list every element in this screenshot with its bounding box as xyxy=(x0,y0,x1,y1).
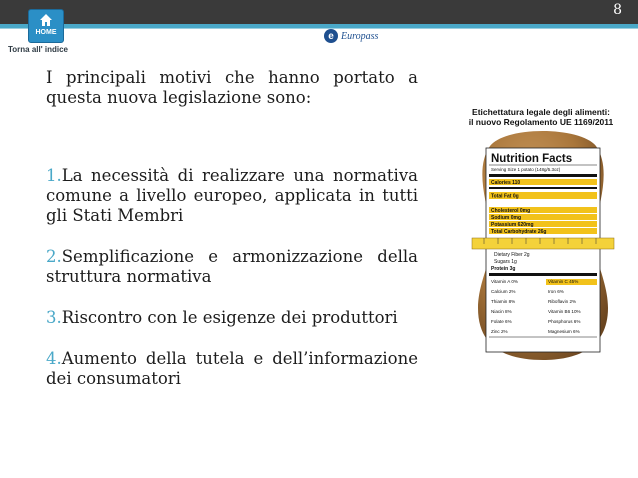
svg-text:Calories 110: Calories 110 xyxy=(491,180,521,186)
vitamin-text: Vitamin C 45% xyxy=(548,279,579,284)
vitamin-text: Folate 6% xyxy=(491,319,512,324)
vitamin-text: Thiamin 8% xyxy=(491,299,516,304)
intro-text: I principali motivi che hanno portato a questa nuova legislazione sono: xyxy=(46,68,418,107)
top-bar xyxy=(0,0,638,24)
measuring-tape xyxy=(472,238,614,249)
svg-text:Total Carbohydrate 26g: Total Carbohydrate 26g xyxy=(491,229,547,235)
vitamin-text: Zinc 2% xyxy=(491,329,508,334)
svg-text:Cholesterol 0mg: Cholesterol 0mg xyxy=(491,208,531,214)
protein-text: Protein 3g xyxy=(491,266,516,272)
fiber-text: Dietary Fiber 2g xyxy=(494,252,530,258)
vitamin-text: Vitamin A 0% xyxy=(491,279,518,284)
vitamin-text: Calcium 2% xyxy=(491,289,516,294)
list-item: 3.Riscontro con le esigenze dei produttori xyxy=(46,308,398,327)
home-label: HOME xyxy=(35,29,57,36)
label-title: Nutrition Facts xyxy=(491,153,573,165)
sugars-text: Sugars 1g xyxy=(494,259,517,265)
vitamin-text: Vitamin B6 10% xyxy=(548,309,581,314)
vitamin-text: Magnesium 6% xyxy=(548,329,580,334)
slide-content xyxy=(46,68,418,410)
svg-text:Potassium 620mg: Potassium 620mg xyxy=(491,222,534,228)
page-number: 8 xyxy=(613,2,622,18)
europass-logo-mark: e xyxy=(324,29,338,43)
europass-logo-text: Europass xyxy=(341,30,379,42)
potato-nutrition-image xyxy=(470,128,616,360)
label-serving: Serving Size 1 potato (148g/5.3oz) xyxy=(491,167,561,172)
top-bar-divider xyxy=(0,28,638,29)
vitamin-text: Riboflavin 2% xyxy=(548,299,577,304)
vitamin-text: Niacin 8% xyxy=(491,309,512,314)
home-icon xyxy=(39,13,53,27)
svg-text:Sodium 0mg: Sodium 0mg xyxy=(491,215,522,221)
home-button[interactable] xyxy=(28,9,64,43)
back-to-index-link[interactable]: Torna all' indice xyxy=(8,45,68,54)
image-caption: Etichettatura legale degli alimenti: il nuovo Regolamento UE 1169/2011 xyxy=(468,107,614,127)
list-item: 4.Aumento della tutela e dell’informazione dei consumatori xyxy=(46,349,418,388)
europass-logo xyxy=(324,28,378,44)
list-item: 1.La necessità di realizzare una normativa comune a livello europeo, applicata in tutti gli Stati Membri xyxy=(46,166,418,225)
vitamin-text: Iron 6% xyxy=(548,289,564,294)
vitamin-text: Phosphorus 6% xyxy=(548,319,581,324)
list-item: 2.Semplificazione e armonizzazione della struttura normativa xyxy=(46,247,418,286)
svg-text:Total Fat 0g: Total Fat 0g xyxy=(491,193,519,200)
